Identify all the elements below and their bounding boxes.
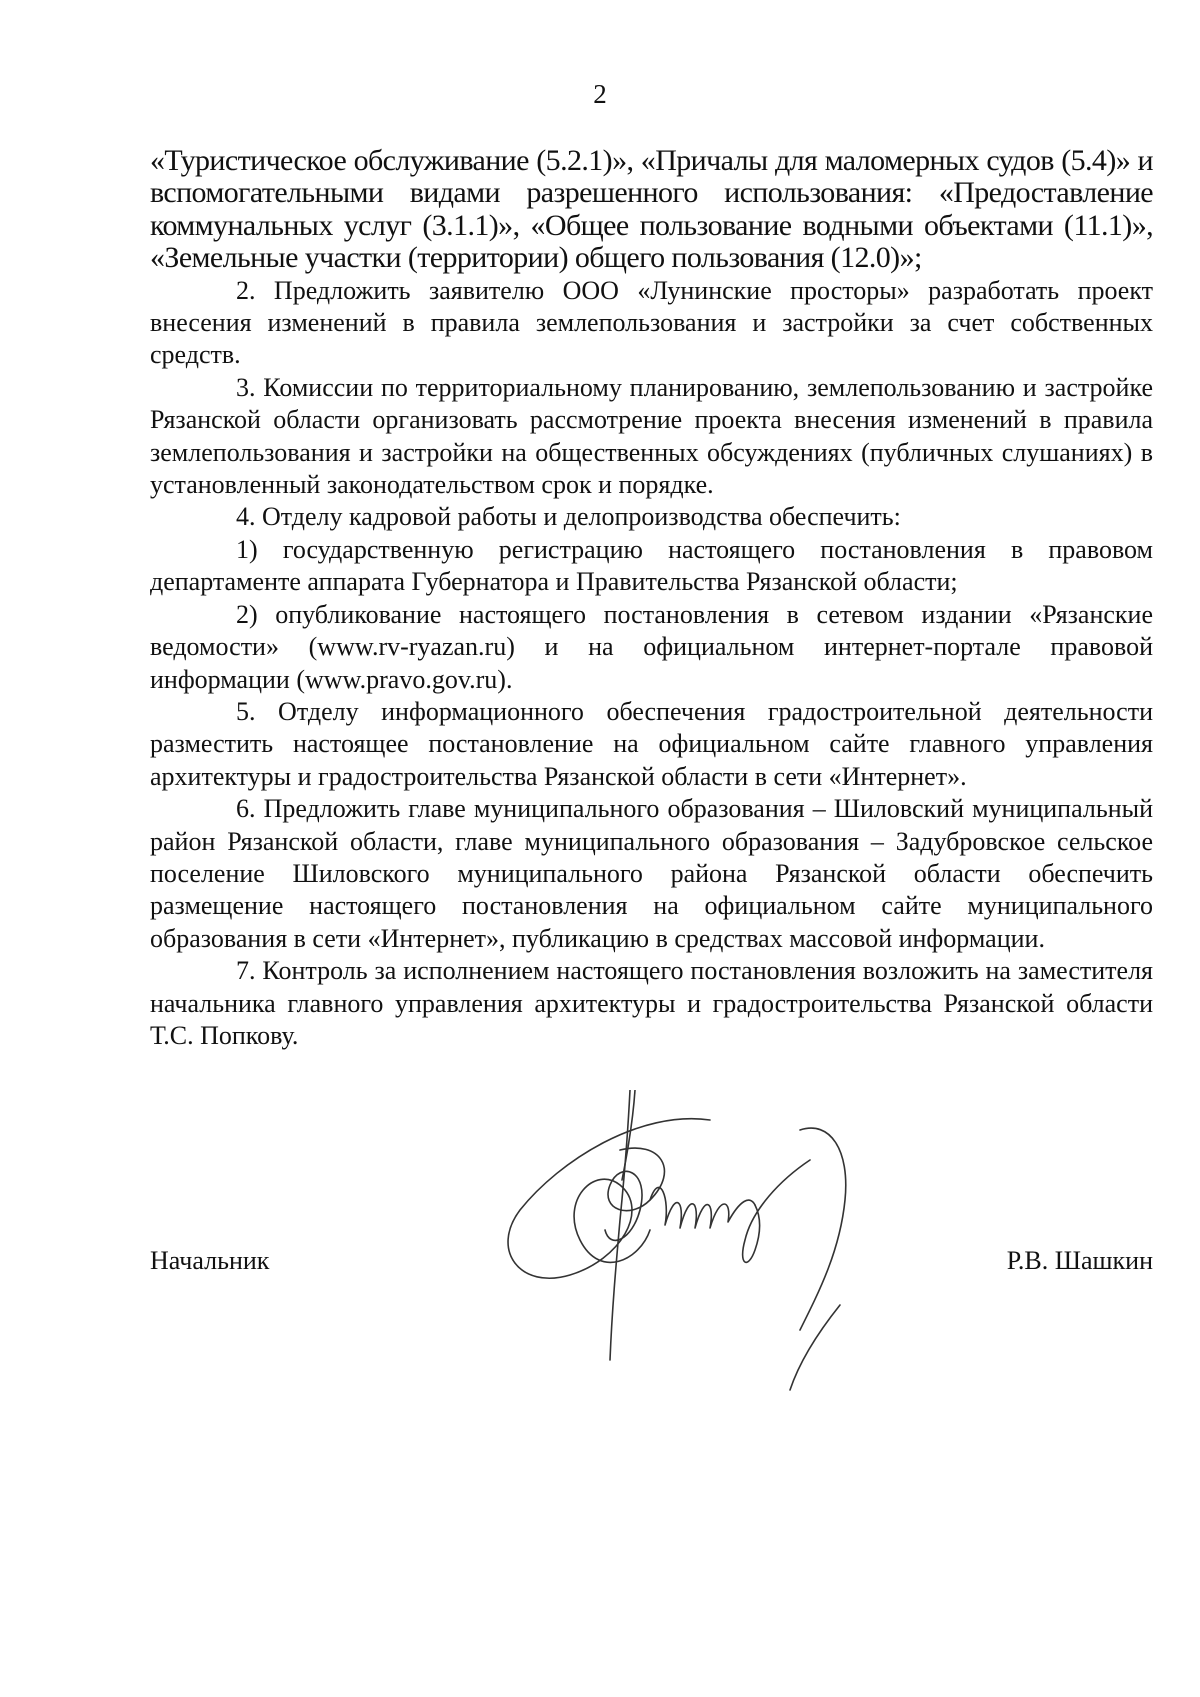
signature-block [150, 1245, 1153, 1305]
paragraph-item-3: 3. Комиссии по территориальному планированию, землепользованию и застройке Рязанской области организовать рассмотрение проекта внесения изменений в правила землепользования и застройки на общественных обсуждениях (публичных слушаниях) в установленный законодательством срок и порядке. [150, 372, 1153, 500]
paragraph-item-4: 4. Отделу кадровой работы и делопроизводства обеспечить: [236, 502, 901, 532]
paragraph-permitted-uses: «Туристическое обслуживание (5.2.1)», «Причалы для маломерных судов (5.4)» и вспомогательными видами разрешенного использования: «Предоставление коммунальных услуг (3.1.1)», «Общее пользование водными объектами (11.1)», «Земельные участки (территории) общего пользования (12.0)»; [150, 144, 1153, 275]
signatory-name: Р.В. Шашкин [1006, 1246, 1153, 1275]
paragraph-item-6: 6. Предложить главе муниципального образования – Шиловский муниципальный район Рязанской области, главе муниципального образования – Задубровское сельское поселение Шиловского муниципального района Рязанской области обеспечить размещение настоящего постановления на официальном сайте муниципального образования в сети «Интернет», публикацию в средствах массовой информации. [150, 794, 1153, 953]
paragraph-subitem-1: 1) государственную регистрацию настоящего постановления в правовом департаменте аппарата Губернатора и Правительства Рязанской области; [150, 534, 1153, 597]
paragraph-item-7: 7. Контроль за исполнением настоящего постановления возложить на заместителя начальника главного управления архитектуры и градостроительства Рязанской области Т.С. Попкову. [150, 956, 1153, 1050]
signatory-title: Начальник [150, 1246, 270, 1275]
page-number: 2 [593, 79, 607, 109]
paragraph-item-2: 2. Предложить заявителю ООО «Лунинские просторы» разработать проект внесения изменений в правила землепользования и застройки за счет собственных средств. [150, 275, 1153, 370]
document-body [150, 145, 1153, 1052]
paragraph-subitem-2: 2) опубликование настоящего постановления в сетевом издании «Рязанские ведомости» (www.rv-ryazan.ru) и на официальном интернет-портале правовой информации (www.pravo.gov.ru). [150, 599, 1153, 694]
paragraph-item-5: 5. Отделу информационного обеспечения градостроительной деятельности разместить настоящее постановление на официальном сайте главного управления архитектуры и градостроительства Рязанской области в сети «Интернет». [150, 696, 1153, 791]
